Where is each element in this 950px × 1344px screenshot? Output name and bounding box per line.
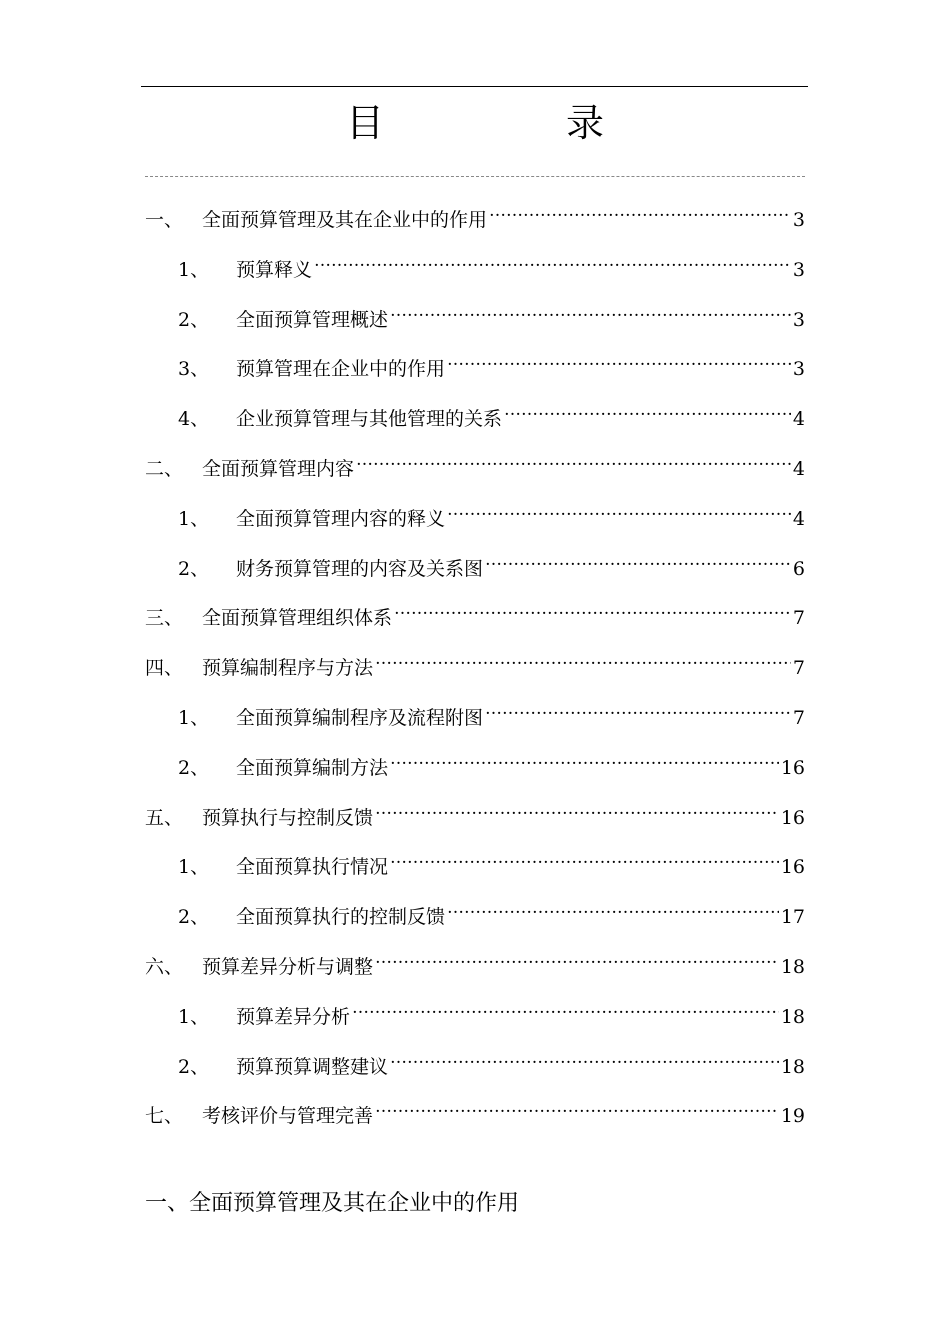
toc-entry[interactable] (178, 246, 805, 281)
toc-dot-leader (375, 943, 779, 973)
toc-entry-page-number: 4 (792, 408, 805, 430)
toc-dot-leader (489, 196, 791, 226)
toc-entry-number: 一、 (145, 209, 184, 231)
toc-entry-label: 预算编制程序与方法 (202, 657, 374, 679)
toc-entry[interactable] (145, 594, 805, 629)
toc-dot-leader (485, 694, 791, 724)
toc-entry-page-number: 4 (792, 458, 805, 480)
toc-dot-leader (356, 445, 791, 475)
toc-entry[interactable] (145, 794, 805, 829)
toc-entry-number: 2、 (178, 558, 210, 580)
toc-entry-page-number: 7 (792, 657, 805, 679)
toc-dot-leader (504, 395, 791, 425)
toc-entry-page-number: 18 (780, 956, 805, 978)
toc-entry-page-number: 18 (780, 1056, 805, 1078)
toc-entry[interactable] (178, 694, 805, 729)
toc-entry-label: 预算执行与控制反馈 (202, 807, 374, 829)
toc-entry-number: 1、 (178, 856, 210, 878)
page-title: 目 录 (345, 101, 676, 145)
toc-dot-leader (314, 246, 791, 276)
toc-dot-leader (390, 744, 779, 774)
toc-entry-page-number: 4 (792, 508, 805, 530)
toc-entry-label: 企业预算管理与其他管理的关系 (236, 408, 503, 430)
toc-entry-number: 1、 (178, 1006, 210, 1028)
toc-entry-label: 全面预算管理内容 (202, 458, 355, 480)
toc-entry-number: 2、 (178, 906, 210, 928)
toc-entry[interactable] (145, 943, 805, 978)
toc-entry[interactable] (178, 893, 805, 928)
toc-entry-page-number: 16 (780, 757, 805, 779)
toc-dot-leader (375, 794, 779, 824)
toc-entry-number: 三、 (145, 607, 184, 629)
toc-dot-leader (447, 345, 791, 375)
toc-entry[interactable] (178, 296, 805, 331)
toc-entry-number: 1、 (178, 508, 210, 530)
title-divider (145, 176, 805, 177)
toc-entry-page-number: 3 (792, 358, 805, 380)
toc-entry-page-number: 7 (792, 607, 805, 629)
toc-entry-page-number: 19 (780, 1105, 805, 1127)
section-heading: 一、全面预算管理及其在企业中的作用 (145, 1191, 520, 1216)
toc-entry-page-number: 6 (792, 558, 805, 580)
toc-entry[interactable] (178, 345, 805, 380)
toc-entry-label: 预算预算调整建议 (236, 1056, 389, 1078)
toc-dot-leader (390, 296, 791, 326)
toc-entry-page-number: 3 (792, 259, 805, 281)
toc-entry-label: 全面预算管理内容的释义 (236, 508, 446, 530)
toc-entry-page-number: 3 (792, 209, 805, 231)
toc-entry-number: 1、 (178, 707, 210, 729)
toc-entry-page-number: 17 (780, 906, 805, 928)
toc-entry[interactable] (145, 1092, 805, 1127)
toc-entry-label: 全面预算编制程序及流程附图 (236, 707, 484, 729)
toc-entry[interactable] (178, 993, 805, 1028)
toc-entry-label: 全面预算管理组织体系 (202, 607, 393, 629)
toc-entry-number: 六、 (145, 956, 184, 978)
toc-entry-number: 二、 (145, 458, 184, 480)
toc-entry[interactable] (178, 495, 805, 530)
toc-entry-number: 七、 (145, 1105, 184, 1127)
toc-dot-leader (375, 1092, 779, 1122)
toc-entry[interactable] (178, 395, 805, 430)
toc-entry-number: 2、 (178, 757, 210, 779)
toc-entry[interactable] (178, 744, 805, 779)
toc-entry[interactable] (178, 1043, 805, 1078)
toc-dot-leader (375, 644, 791, 674)
toc-dot-leader (485, 545, 791, 575)
toc-entry-page-number: 3 (792, 309, 805, 331)
toc-entry-label: 全面预算编制方法 (236, 757, 389, 779)
toc-entry-label: 预算释义 (236, 259, 313, 281)
toc-entry-number: 2、 (178, 309, 210, 331)
toc-entry-number: 3、 (178, 358, 210, 380)
toc-entry-label: 预算差异分析 (236, 1006, 351, 1028)
toc-dot-leader (394, 594, 791, 624)
toc-entry-number: 1、 (178, 259, 210, 281)
toc-entry-page-number: 18 (780, 1006, 805, 1028)
toc-entry[interactable] (145, 445, 805, 480)
top-rule (141, 86, 808, 87)
toc-entry-page-number: 16 (780, 807, 805, 829)
toc-entry[interactable] (178, 843, 805, 878)
toc-entry-label: 预算差异分析与调整 (202, 956, 374, 978)
toc-dot-leader (352, 993, 779, 1023)
toc-entry-number: 4、 (178, 408, 210, 430)
toc-entry-label: 全面预算管理概述 (236, 309, 389, 331)
toc-entry-number: 四、 (145, 657, 184, 679)
toc-entry-label: 财务预算管理的内容及关系图 (236, 558, 484, 580)
toc-entry-label: 全面预算管理及其在企业中的作用 (202, 209, 488, 231)
toc-entry-page-number: 7 (792, 707, 805, 729)
toc-entry-label: 全面预算执行情况 (236, 856, 389, 878)
toc-dot-leader (390, 843, 779, 873)
toc-entry-number: 2、 (178, 1056, 210, 1078)
toc-entry-label: 考核评价与管理完善 (202, 1105, 374, 1127)
toc-entry-number: 五、 (145, 807, 184, 829)
toc-entry-label: 预算管理在企业中的作用 (236, 358, 446, 380)
toc-entry-label: 全面预算执行的控制反馈 (236, 906, 446, 928)
toc-dot-leader (390, 1043, 779, 1073)
toc-entry-page-number: 16 (780, 856, 805, 878)
toc-entry[interactable] (145, 644, 805, 679)
toc-dot-leader (447, 893, 779, 923)
toc-entry[interactable] (145, 196, 805, 231)
toc-entry[interactable] (178, 545, 805, 580)
toc-dot-leader (447, 495, 791, 525)
